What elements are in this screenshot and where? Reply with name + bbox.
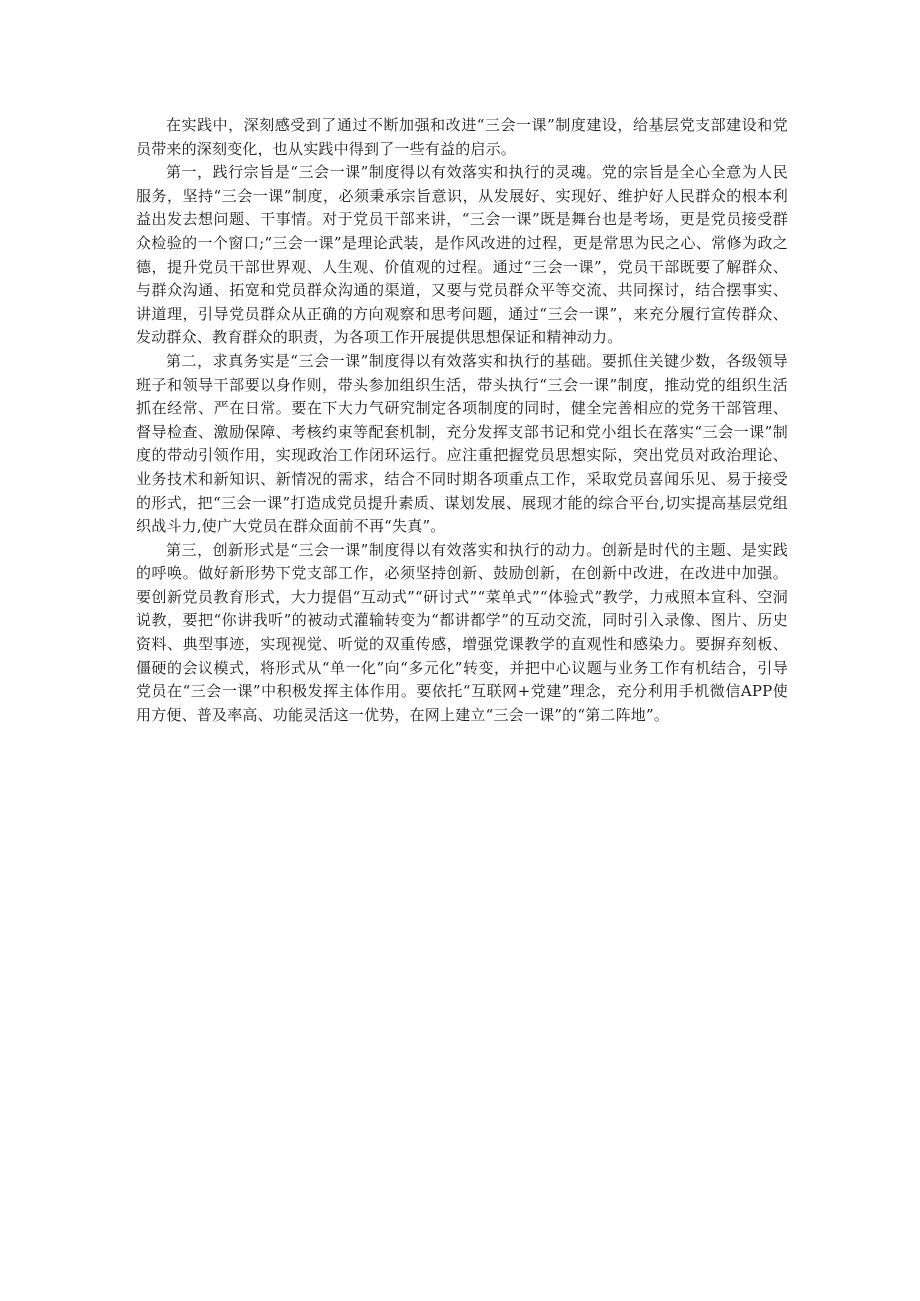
paragraph-third-point: 第三，创新形式是“三会一课”制度得以有效落实和执行的动力。创新是时代的主题、是实践的呼唤。做好新形势下党支部工作，必须坚持创新、鼓励创新，在创新中改进，在改进中加强。要创新党员教育形式，大力提倡“互动式”“研讨式”“菜单式”“体验式”教学，力戒照本宣科、空洞说教，要把“你讲我听”的被动式灌输转变为“都讲都学”的互动交流，同时引入录像、图片、历史资料、典型事迹，实现视觉、听觉的双重传感，增强党课教学的直观性和感染力。要摒弃刻板、僵硬的会议模式，将形式从“单一化”向“多元化”转变，并把中心议题与业务工作有机结合，引导党员在“三会一课”中积极发挥主体作用。要依托“互联网+党建”理念，充分利用手机微信APP使用方便、普及率高、功能灵活这一优势，在网上建立“三会一课”的“第二阵地”。 <box>136 540 788 724</box>
document-body <box>136 114 788 727</box>
paragraph-second-point: 第二，求真务实是“三会一课”制度得以有效落实和执行的基础。要抓住关键少数，各级领导班子和领导干部要以身作则，带头参加组织生活，带头执行“三会一课”制度，推动党的组织生活抓在经常、严在日常。要在下大力气研究制定各项制度的同时，健全完善相应的党务干部管理、督导检查、激励保障、考核约束等配套机制，充分发挥支部书记和党小组长在落实“三会一课”制度的带动引领作用，实现政治工作闭环运行。应注重把握党员思想实际，突出党员对政治理论、业务技术和新知识、新情况的需求，结合不同时期各项重点工作，采取党员喜闻乐见、易于接受的形式，把“三会一课”打造成党员提升素质、谋划发展、展现才能的综合平台,切实提高基层党组织战斗力,使广大党员在群众面前不再“失真”。 <box>136 351 788 536</box>
paragraph-first-point: 第一，践行宗旨是“三会一课”制度得以有效落实和执行的灵魂。党的宗旨是全心全意为人民服务，坚持“三会一课”制度，必须秉承宗旨意识，从发展好、实现好、维护好人民群众的根本利益出发去想问题、干事情。对于党员干部来讲，“三会一课”既是舞台也是考场，更是党员接受群众检验的一个窗口;“三会一课”是理论武装，是作风改进的过程，更是常思为民之心、常修为政之德，提升党员干部世界观、人生观、价值观的过程。通过“三会一课”，党员干部既要了解群众、与群众沟通、拓宽和党员群众沟通的渠道，又要与党员群众平等交流、共同探讨，结合摆事实、讲道理，引导党员群众从正确的方向观察和思考问题，通过“三会一课”，来充分履行宣传群众、发动群众、教育群众的职责，为各项工作开展提供思想保证和精神动力。 <box>136 163 788 347</box>
paragraph-intro: 在实践中，深刻感受到了通过不断加强和改进“三会一课”制度建设，给基层党支部建设和党员带来的深刻变化，也从实践中得到了一些有益的启示。 <box>136 116 788 158</box>
